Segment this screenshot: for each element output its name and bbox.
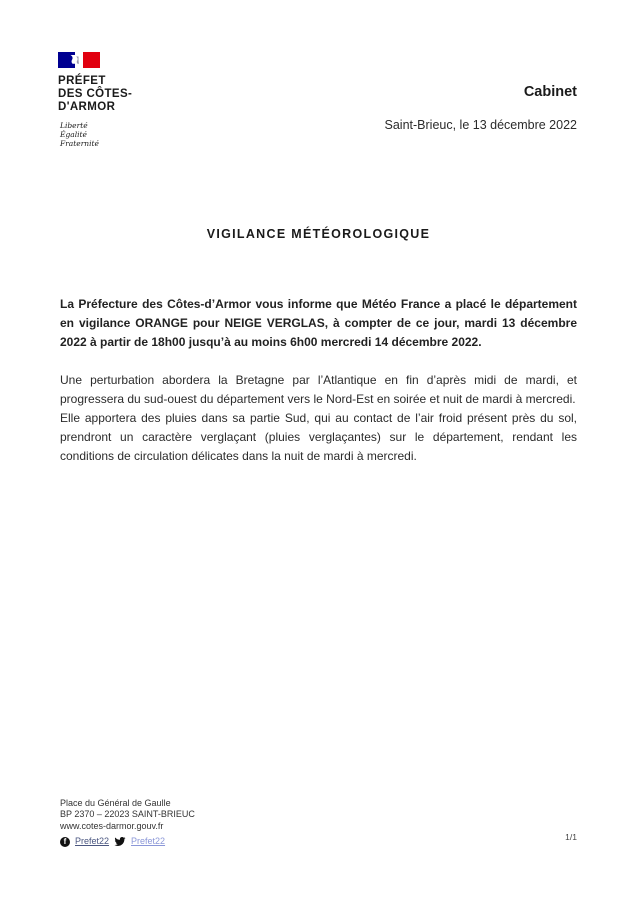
twitter-link[interactable]: Prefet22: [131, 835, 166, 846]
social-row: [60, 836, 195, 847]
body-text: [60, 295, 577, 466]
motto-line: Fraternité: [60, 139, 99, 148]
service-name: Cabinet: [523, 84, 577, 100]
footer-address: [60, 798, 195, 847]
paragraph-2: Une perturbation abordera la Bretagne par l’Atlantique en fin d’après midi de mardi, et progressera du sud-ouest du département vers le Nord-Est en soirée et nuit de mardi à mercredi.: [60, 373, 577, 406]
paragraph-lead: La Préfecture des Côtes-d’Armor vous informe que Météo France a placé le département en vigilance ORANGE pour NEIGE VERGLAS, à compter de ce jour, mardi 13 décembre 2022 à partir de 18h00 jusqu’à au moins 6h00 mercredi 14 décembre 2022.: [60, 297, 577, 349]
facebook-link[interactable]: Prefet22: [75, 835, 110, 846]
logo-org-line: PRÉFET: [58, 75, 106, 87]
twitter-icon: [114, 836, 126, 847]
logo-org-line: DES CÔTES-: [58, 88, 133, 100]
address-line2: BP 2370 – 22023 SAINT-BRIEUC: [60, 809, 195, 820]
motto-line: Liberté: [60, 121, 88, 130]
paragraph-3: Elle apportera des pluies dans sa partie Sud, qui au contact de l’air froid présent près du sol, prendront un caractère verglaçant (pluies verglaçantes) sur le département, rendant les conditions de circulation délicates dans la nuit de mardi à mercredi.: [60, 411, 577, 463]
dateline: Saint-Brieuc, le 13 décembre 2022: [384, 118, 577, 132]
facebook-icon: f: [60, 837, 70, 847]
address-line1: Place du Général de Gaulle: [60, 798, 171, 808]
french-flag-icon: [58, 52, 100, 68]
page-number: 1/1: [565, 832, 577, 842]
document-title: VIGILANCE MÉTÉOROLOGIQUE: [206, 227, 431, 241]
prefecture-logo: [58, 52, 132, 148]
motto-line: Égalité: [60, 130, 87, 139]
logo-org-line: D'ARMOR: [58, 101, 116, 113]
website-url: www.cotes-darmor.gouv.fr: [60, 820, 164, 831]
